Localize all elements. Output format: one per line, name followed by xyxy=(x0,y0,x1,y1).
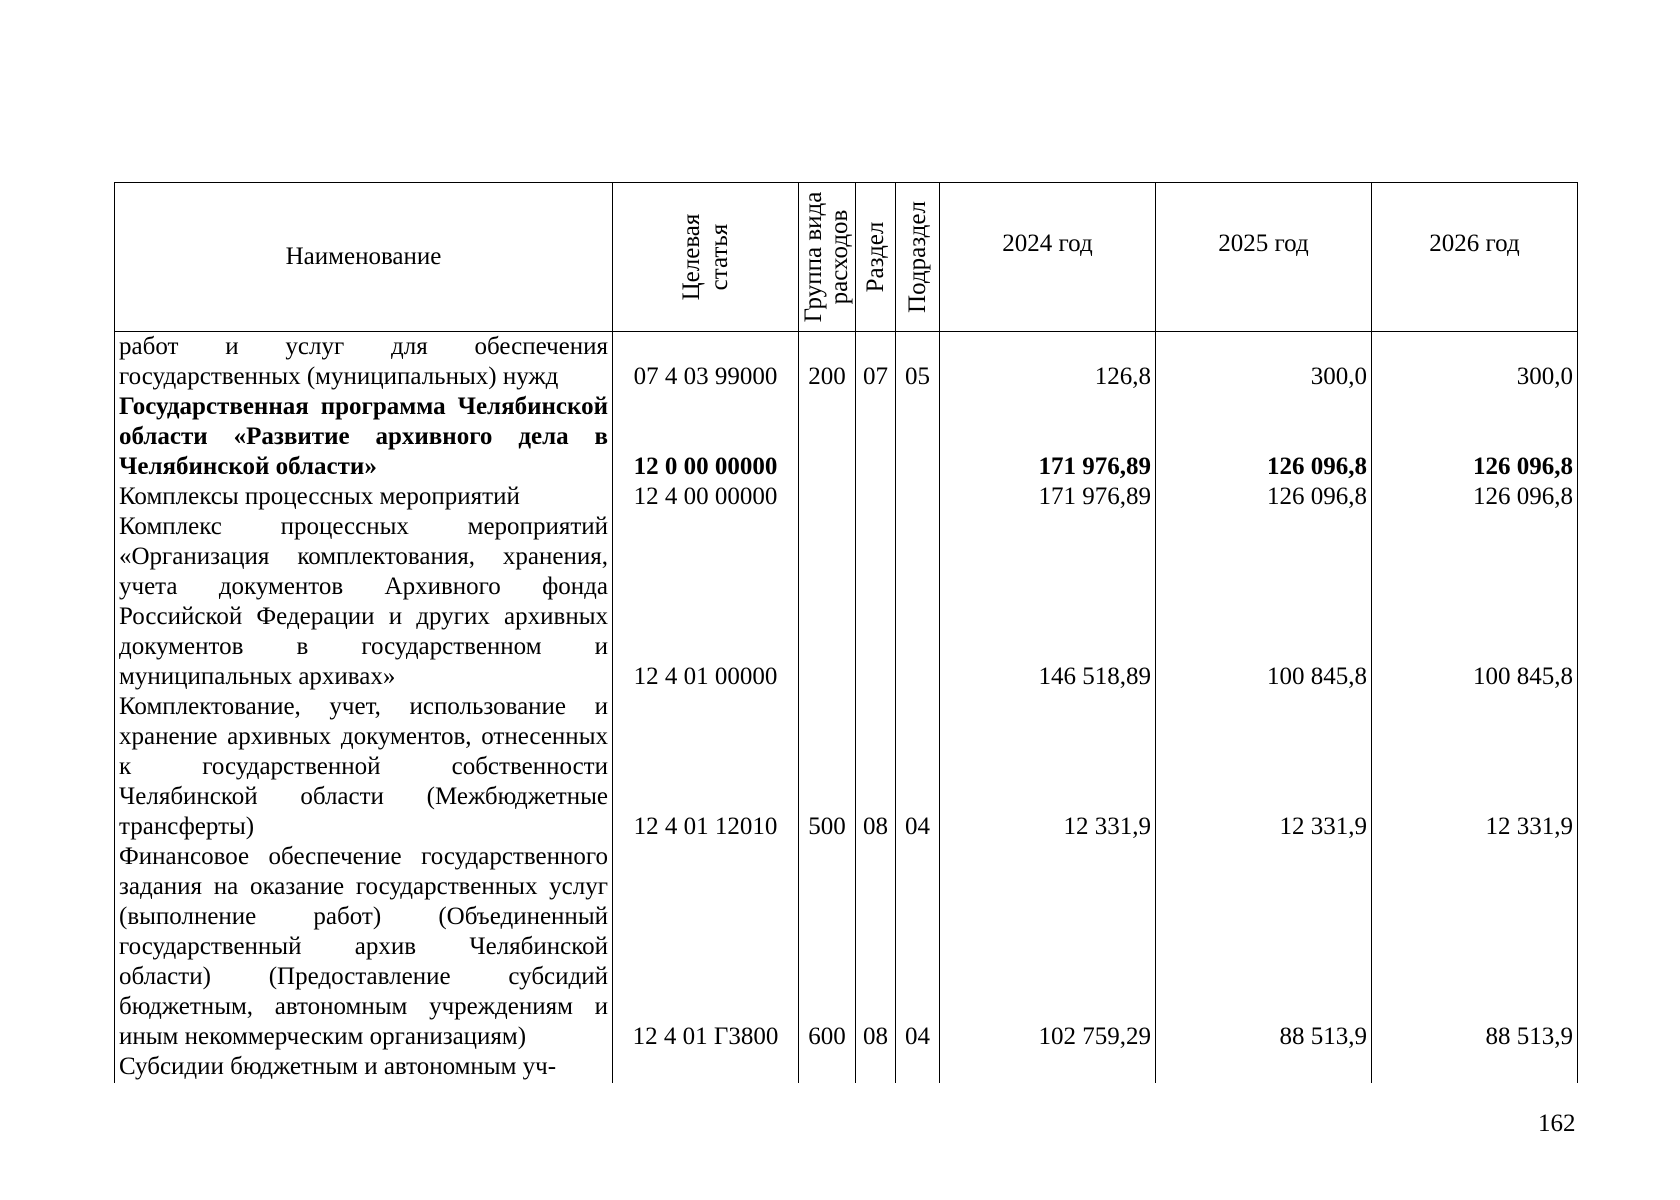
header-subsection xyxy=(896,183,940,332)
row-value-2025: 12 331,9 xyxy=(1156,692,1372,842)
row-name: работ и услуг для обеспечения государственных (муниципальных) нужд xyxy=(115,332,613,393)
row-value-2024: 171 976,89 xyxy=(940,392,1156,482)
header-name xyxy=(115,183,613,332)
header-expense-group xyxy=(799,183,856,332)
row-target-article: 07 4 03 99000 xyxy=(613,332,799,393)
table-row xyxy=(115,482,1578,512)
header-target-article xyxy=(613,183,799,332)
row-expense-group: 200 xyxy=(799,332,856,393)
row-section xyxy=(856,482,896,512)
row-target-article: 12 4 00 00000 xyxy=(613,482,799,512)
row-section xyxy=(856,512,896,692)
row-expense-group xyxy=(799,1052,856,1083)
header-year-2025-label: 2025 год xyxy=(1218,230,1309,257)
row-subsection xyxy=(896,392,940,482)
row-target-article: 12 4 01 12010 xyxy=(613,692,799,842)
row-value-2024: 146 518,89 xyxy=(940,512,1156,692)
row-value-2025: 126 096,8 xyxy=(1156,482,1372,512)
row-value-2026: 100 845,8 xyxy=(1372,512,1578,692)
header-subsection-label: Подраздел xyxy=(903,201,931,313)
row-value-2026: 12 331,9 xyxy=(1372,692,1578,842)
row-value-2026 xyxy=(1372,1052,1578,1083)
row-value-2026: 126 096,8 xyxy=(1372,482,1578,512)
row-value-2025: 100 845,8 xyxy=(1156,512,1372,692)
row-value-2025: 300,0 xyxy=(1156,332,1372,393)
row-target-article: 12 0 00 00000 xyxy=(613,392,799,482)
row-name: Комплекс процессных мероприятий «Организация комплектования, хранения, учета документов Архивного фонда Российской Федерации и других архивных документов в государственном и муниципальных архивах» xyxy=(115,512,613,692)
page-number: 162 xyxy=(1538,1110,1576,1137)
row-target-article: 12 4 01 Г3800 xyxy=(613,842,799,1052)
row-name: Субсидии бюджетным и автономным уч- xyxy=(115,1052,613,1083)
row-expense-group xyxy=(799,482,856,512)
header-target-article-label: Целевая статья xyxy=(677,213,733,301)
row-value-2024 xyxy=(940,1052,1156,1083)
row-value-2025: 126 096,8 xyxy=(1156,392,1372,482)
row-value-2024: 126,8 xyxy=(940,332,1156,393)
header-year-2024 xyxy=(940,183,1156,332)
table-row xyxy=(115,512,1578,692)
row-value-2026: 300,0 xyxy=(1372,332,1578,393)
row-name: Комплексы процессных мероприятий xyxy=(115,482,613,512)
row-value-2026: 126 096,8 xyxy=(1372,392,1578,482)
row-subsection: 05 xyxy=(896,332,940,393)
row-value-2025: 88 513,9 xyxy=(1156,842,1372,1052)
row-target-article: 12 4 01 00000 xyxy=(613,512,799,692)
table-header-row xyxy=(115,183,1578,332)
row-expense-group xyxy=(799,392,856,482)
row-expense-group xyxy=(799,512,856,692)
row-name: Финансовое обеспечение государственного задания на оказание государственных услуг (выполнение работ) (Объединенный государственный архив Челябинской области) (Предоставление субсидий бюджетным, автономным учреждениям и иным некоммерческим организациям) xyxy=(115,842,613,1052)
row-name: Государственная программа Челябинской области «Развитие архивного дела в Челябинской области» xyxy=(115,392,613,482)
row-subsection xyxy=(896,512,940,692)
header-section xyxy=(856,183,896,332)
row-value-2026: 88 513,9 xyxy=(1372,842,1578,1052)
header-section-label: Раздел xyxy=(861,221,889,293)
table-row xyxy=(115,692,1578,842)
row-section: 08 xyxy=(856,842,896,1052)
row-section xyxy=(856,392,896,482)
row-expense-group: 500 xyxy=(799,692,856,842)
row-section: 08 xyxy=(856,692,896,842)
table-row xyxy=(115,332,1578,393)
row-subsection: 04 xyxy=(896,692,940,842)
header-expense-group-label: Группа вида расходов xyxy=(800,191,853,323)
table-row xyxy=(115,842,1578,1052)
row-expense-group: 600 xyxy=(799,842,856,1052)
header-year-2024-label: 2024 год xyxy=(1002,230,1093,257)
table-row xyxy=(115,392,1578,482)
row-subsection: 04 xyxy=(896,842,940,1052)
row-section: 07 xyxy=(856,332,896,393)
budget-table xyxy=(114,182,1578,1083)
row-subsection xyxy=(896,482,940,512)
header-year-2026 xyxy=(1372,183,1578,332)
row-value-2025 xyxy=(1156,1052,1372,1083)
row-subsection xyxy=(896,1052,940,1083)
header-year-2025 xyxy=(1156,183,1372,332)
row-value-2024: 171 976,89 xyxy=(940,482,1156,512)
row-value-2024: 102 759,29 xyxy=(940,842,1156,1052)
header-name-label: Наименование xyxy=(285,243,442,270)
row-target-article xyxy=(613,1052,799,1083)
row-section xyxy=(856,1052,896,1083)
row-name: Комплектование, учет, использование и хранение архивных документов, отнесенных к государственной собственности Челябинской области (Межбюджетные трансферты) xyxy=(115,692,613,842)
header-year-2026-label: 2026 год xyxy=(1429,230,1520,257)
table-row xyxy=(115,1052,1578,1083)
row-value-2024: 12 331,9 xyxy=(940,692,1156,842)
